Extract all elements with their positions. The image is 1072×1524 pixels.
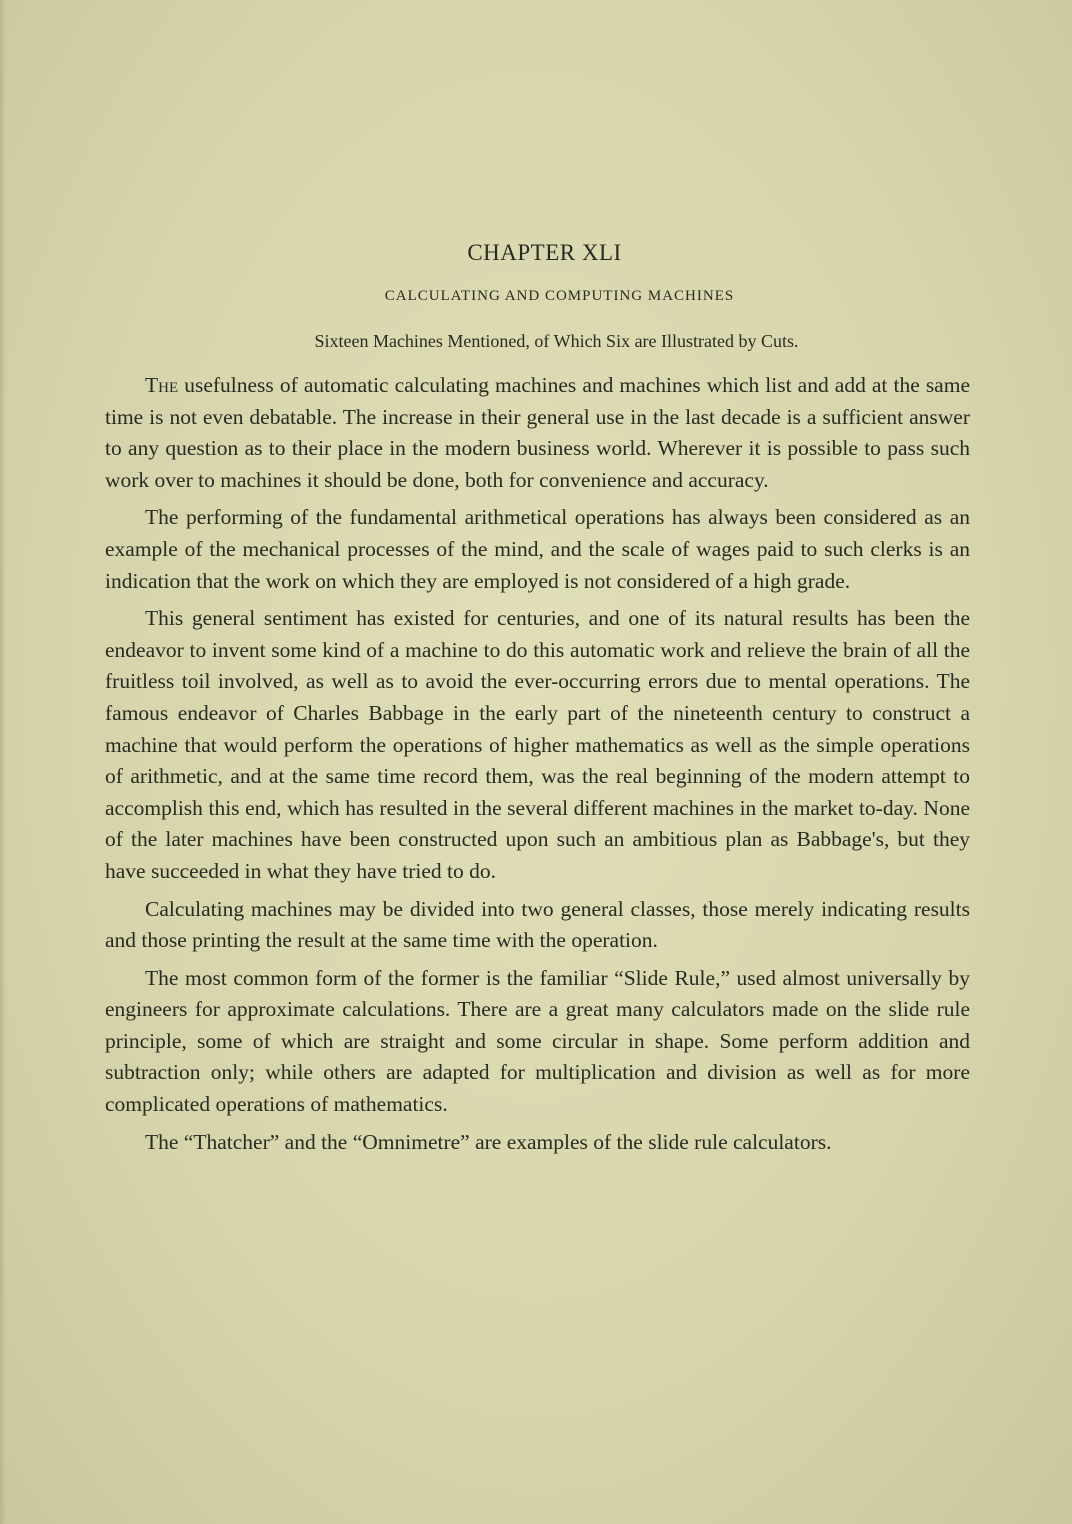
book-page bbox=[105, 240, 970, 1164]
paragraph-6: The “Thatcher” and the “Omnimetre” are examples of the slide rule calculators. bbox=[145, 1129, 832, 1154]
paragraph-4: Calculating machines may be divided into two general classes, those merely indicating results and those printing the result at the same time with the operation. bbox=[105, 896, 970, 953]
chapter-title: CHAPTER XLI bbox=[467, 240, 622, 265]
page-edge-shadow bbox=[0, 0, 6, 1524]
paragraph-3: This general sentiment has existed for centuries, and one of its natural results has been the endeavor to invent some kind of a machine to do this automatic work and relieve the brain of all the fruitless toil involved, as well as to avoid the ever-occurring errors due to mental operations. The famous endeavor of Charles Babbage in the early part of the nineteenth century to construct a machine that would perform the operations of higher mathematics as well as the simple operations of arithmetic, and at the same time record them, was the real beginning of the modern attempt to accomplish this end, which has resulted in the several different machines in the market to-day. None of the later machines have been constructed upon such an ambitious plan as Babbage's, but they have succeeded in what they have tried to do. bbox=[105, 606, 970, 883]
paragraph-lead-word: The bbox=[145, 373, 179, 397]
chapter-subtitle: CALCULATING AND COMPUTING MACHINES bbox=[384, 288, 735, 304]
paragraph-1 bbox=[105, 370, 970, 496]
paragraph-text: usefulness of automatic calculating machines and machines which list and add at the same time is not even debatable. The increase in their general use in the last decade is a sufficient answer to any question as to their place in the modern business world. Wherever it is possible to pass such work over to machines it should be done, both for convenience and accuracy. bbox=[105, 373, 970, 492]
paragraph-2: The performing of the fundamental arithmetical operations has always been considered as an example of the mechanical processes of the mind, and the scale of wages paid to such clerks is an indication that the work on which they are employed is not considered of a high grade. bbox=[105, 505, 970, 593]
chapter-summary: Sixteen Machines Mentioned, of Which Six are Illustrated by Cuts. bbox=[314, 331, 799, 351]
paragraph-5: The most common form of the former is the familiar “Slide Rule,” used almost universally by engineers for approximate calculations. There are a great many calculators made on the slide rule principle, some of which are straight and some circular in shape. Some perform addition and subtraction only; while others are adapted for multiplication and division as well as for more complicated operations of mathematics. bbox=[105, 965, 970, 1117]
